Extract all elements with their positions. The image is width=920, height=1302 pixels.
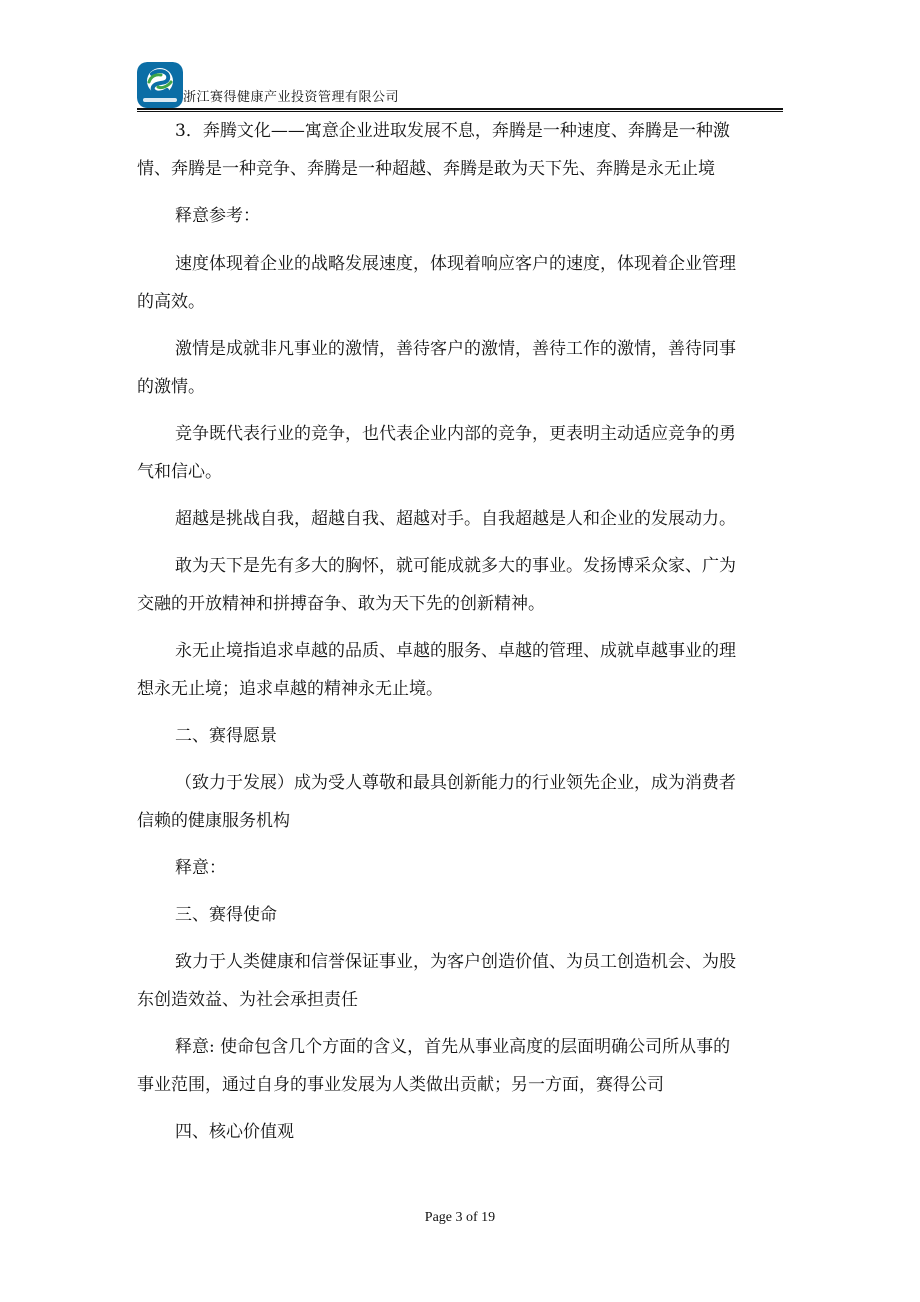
paragraph-11-line-1: 释意： [175,858,226,878]
section-heading-mission: 三、赛得使命 [175,905,277,925]
paragraph-3-line-2: 的高效。 [137,292,205,312]
company-logo-icon [137,62,183,108]
page-footer: Page 3 of 19 [424,1210,496,1225]
paragraph-4-line-1: 激情是成就非凡事业的激情，善待客户的激情，善待工作的激情，善待同事 [175,339,736,359]
paragraph-7-line-1: 敢为天下是先有多大的胸怀，就可能成就多大的事业。发扬博采众家、广为 [175,556,736,576]
section-heading-core-values: 四、核心价值观 [175,1122,294,1142]
paragraph-14-line-2: 事业范围，通过自身的事业发展为人类做出贡献；另一方面，赛得公司 [137,1075,664,1095]
paragraph-8-line-1: 永无止境指追求卓越的品质、卓越的服务、卓越的管理、成就卓越事业的理 [175,641,736,661]
paragraph-5-line-1: 竞争既代表行业的竞争，也代表企业内部的竞争，更表明主动适应竞争的勇 [175,424,736,444]
paragraph-2-line-1: 释意参考： [175,206,260,226]
paragraph-1-line-1: 3．奔腾文化——寓意企业进取发展不息，奔腾是一种速度、奔腾是一种激 [175,121,730,141]
paragraph-4-line-2: 的激情。 [137,377,205,397]
logo-graphic [137,62,183,108]
section-heading-vision: 二、赛得愿景 [175,726,277,746]
header-company-name: 浙江赛得健康产业投资管理有限公司 [183,90,400,105]
paragraph-13-line-1: 致力于人类健康和信誉保证事业，为客户创造价值、为员工创造机会、为股 [175,952,736,972]
paragraph-10-line-2: 信赖的健康服务机构 [137,811,290,831]
paragraph-10-line-1: （致力于发展）成为受人尊敬和最具创新能力的行业领先企业，成为消费者 [175,773,736,793]
paragraph-6-line-1: 超越是挑战自我，超越自我、超越对手。自我超越是人和企业的发展动力。 [175,509,736,529]
paragraph-7-line-2: 交融的开放精神和拼搏奋争、敢为天下先的创新精神。 [137,594,545,614]
header-divider-thick [137,108,783,110]
paragraph-1-line-2: 情、奔腾是一种竞争、奔腾是一种超越、奔腾是敢为天下先、奔腾是永无止境 [137,159,715,179]
header-divider-thin [137,111,783,112]
paragraph-8-line-2: 想永无止境；追求卓越的精神永无止境。 [137,679,443,699]
paragraph-3-line-1: 速度体现着企业的战略发展速度，体现着响应客户的速度，体现着企业管理 [175,254,736,274]
paragraph-14-line-1: 释意: 使命包含几个方面的含义，首先从事业高度的层面明确公司所从事的 [175,1037,731,1057]
page-header [137,62,783,110]
paragraph-5-line-2: 气和信心。 [137,462,222,482]
paragraph-13-line-2: 东创造效益、为社会承担责任 [137,990,358,1010]
